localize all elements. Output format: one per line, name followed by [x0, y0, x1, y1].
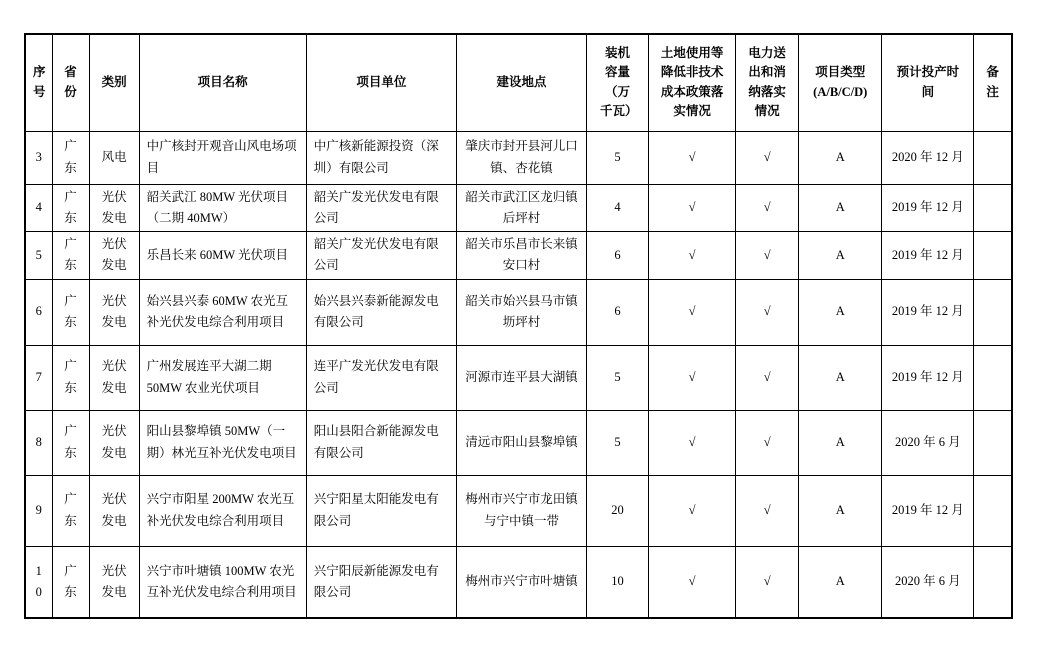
cell-capacity: 5: [587, 410, 649, 475]
cell-seq: 10: [25, 546, 52, 618]
cell-capacity: 6: [587, 232, 649, 280]
cell-seq: 8: [25, 410, 52, 475]
cell-time: 2019 年 12 月: [882, 345, 974, 410]
cell-time: 2019 年 12 月: [882, 232, 974, 280]
header-remark: 备注: [974, 34, 1012, 131]
cell-grid-check: √: [736, 232, 799, 280]
cell-land-policy-check: √: [649, 131, 736, 184]
cell-land-policy-check: √: [649, 546, 736, 618]
cell-location: 韶关市武江区龙归镇后坪村: [456, 184, 586, 232]
cell-grid-check: √: [736, 546, 799, 618]
cell-capacity: 6: [587, 279, 649, 345]
cell-province: 广东: [52, 546, 89, 618]
header-project-name: 项目名称: [139, 34, 306, 131]
cell-remark: [974, 279, 1012, 345]
cell-category: 光伏发电: [89, 232, 139, 280]
table-row: [25, 475, 1012, 546]
cell-category: 光伏发电: [89, 279, 139, 345]
cell-project-type: A: [799, 184, 882, 232]
cell-time: 2019 年 12 月: [882, 279, 974, 345]
cell-location: 韶关市乐昌市长来镇安口村: [456, 232, 586, 280]
cell-time: 2020 年 12 月: [882, 131, 974, 184]
cell-time: 2019 年 12 月: [882, 475, 974, 546]
header-time: 预计投产时间: [882, 34, 974, 131]
table-row: [25, 345, 1012, 410]
cell-grid-check: √: [736, 184, 799, 232]
cell-location: 韶关市始兴县马市镇坜坪村: [456, 279, 586, 345]
cell-seq: 9: [25, 475, 52, 546]
cell-project-unit: 韶关广发光伏发电有限公司: [306, 232, 456, 280]
cell-seq: 5: [25, 232, 52, 280]
cell-remark: [974, 345, 1012, 410]
cell-project-type: A: [799, 410, 882, 475]
cell-category: 光伏发电: [89, 410, 139, 475]
header-category: 类别: [89, 34, 139, 131]
header-seq: 序号: [25, 34, 52, 131]
cell-category: 风电: [89, 131, 139, 184]
cell-remark: [974, 184, 1012, 232]
cell-location: 肇庆市封开县河儿口镇、杏花镇: [456, 131, 586, 184]
cell-grid-check: √: [736, 279, 799, 345]
table-row: [25, 184, 1012, 232]
cell-remark: [974, 475, 1012, 546]
cell-province: 广东: [52, 232, 89, 280]
cell-time: 2020 年 6 月: [882, 410, 974, 475]
cell-grid-check: √: [736, 475, 799, 546]
cell-land-policy-check: √: [649, 184, 736, 232]
cell-project-name: 乐昌长来 60MW 光伏项目: [139, 232, 306, 280]
table-body: [25, 131, 1012, 618]
cell-category: 光伏发电: [89, 546, 139, 618]
cell-remark: [974, 410, 1012, 475]
cell-project-name: 广州发展连平大湖二期 50MW 农业光伏项目: [139, 345, 306, 410]
cell-remark: [974, 546, 1012, 618]
header-project-type: 项目类型(A/B/C/D): [799, 34, 882, 131]
cell-project-name: 兴宁市阳星 200MW 农光互补光伏发电综合利用项目: [139, 475, 306, 546]
cell-remark: [974, 232, 1012, 280]
table-row: [25, 232, 1012, 280]
cell-project-type: A: [799, 546, 882, 618]
cell-land-policy-check: √: [649, 410, 736, 475]
header-grid: 电力送出和消纳落实情况: [736, 34, 799, 131]
cell-project-name: 中广核封开观音山风电场项目: [139, 131, 306, 184]
table-row: [25, 131, 1012, 184]
project-approval-table: [24, 33, 1013, 619]
cell-grid-check: √: [736, 131, 799, 184]
cell-project-unit: 兴宁阳星太阳能发电有限公司: [306, 475, 456, 546]
cell-project-name: 韶关武江 80MW 光伏项目（二期 40MW）: [139, 184, 306, 232]
cell-project-type: A: [799, 232, 882, 280]
cell-capacity: 5: [587, 131, 649, 184]
cell-project-name: 始兴县兴泰 60MW 农光互补光伏发电综合利用项目: [139, 279, 306, 345]
cell-province: 广东: [52, 475, 89, 546]
cell-land-policy-check: √: [649, 232, 736, 280]
cell-category: 光伏发电: [89, 475, 139, 546]
cell-seq: 7: [25, 345, 52, 410]
cell-time: 2019 年 12 月: [882, 184, 974, 232]
cell-location: 梅州市兴宁市叶塘镇: [456, 546, 586, 618]
header-project-unit: 项目单位: [306, 34, 456, 131]
cell-capacity: 5: [587, 345, 649, 410]
header-location: 建设地点: [456, 34, 586, 131]
cell-project-unit: 韶关广发光伏发电有限公司: [306, 184, 456, 232]
cell-land-policy-check: √: [649, 345, 736, 410]
cell-grid-check: √: [736, 345, 799, 410]
cell-location: 河源市连平县大湖镇: [456, 345, 586, 410]
cell-project-unit: 连平广发光伏发电有限公司: [306, 345, 456, 410]
cell-project-type: A: [799, 475, 882, 546]
header-land-policy: 土地使用等降低非技术成本政策落实情况: [649, 34, 736, 131]
cell-time: 2020 年 6 月: [882, 546, 974, 618]
cell-location: 清远市阳山县黎埠镇: [456, 410, 586, 475]
cell-land-policy-check: √: [649, 475, 736, 546]
table-row: [25, 279, 1012, 345]
cell-project-unit: 始兴县兴泰新能源发电有限公司: [306, 279, 456, 345]
header-province: 省份: [52, 34, 89, 131]
cell-category: 光伏发电: [89, 184, 139, 232]
cell-project-type: A: [799, 131, 882, 184]
cell-land-policy-check: √: [649, 279, 736, 345]
cell-capacity: 20: [587, 475, 649, 546]
cell-location: 梅州市兴宁市龙田镇与宁中镇一带: [456, 475, 586, 546]
table-row: [25, 410, 1012, 475]
cell-project-unit: 阳山县阳合新能源发电有限公司: [306, 410, 456, 475]
cell-project-unit: 中广核新能源投资（深圳）有限公司: [306, 131, 456, 184]
cell-category: 光伏发电: [89, 345, 139, 410]
header-capacity: 装机容量（万千瓦）: [587, 34, 649, 131]
cell-province: 广东: [52, 345, 89, 410]
cell-capacity: 10: [587, 546, 649, 618]
cell-capacity: 4: [587, 184, 649, 232]
cell-province: 广东: [52, 279, 89, 345]
cell-province: 广东: [52, 131, 89, 184]
cell-remark: [974, 131, 1012, 184]
cell-project-name: 阳山县黎埠镇 50MW（一期）林光互补光伏发电项目: [139, 410, 306, 475]
cell-province: 广东: [52, 410, 89, 475]
cell-grid-check: √: [736, 410, 799, 475]
cell-project-type: A: [799, 279, 882, 345]
cell-seq: 4: [25, 184, 52, 232]
cell-project-name: 兴宁市叶塘镇 100MW 农光互补光伏发电综合利用项目: [139, 546, 306, 618]
cell-project-type: A: [799, 345, 882, 410]
cell-seq: 3: [25, 131, 52, 184]
table-row: [25, 546, 1012, 618]
cell-province: 广东: [52, 184, 89, 232]
cell-seq: 6: [25, 279, 52, 345]
cell-project-unit: 兴宁阳辰新能源发电有限公司: [306, 546, 456, 618]
table-header-row: [25, 34, 1012, 131]
